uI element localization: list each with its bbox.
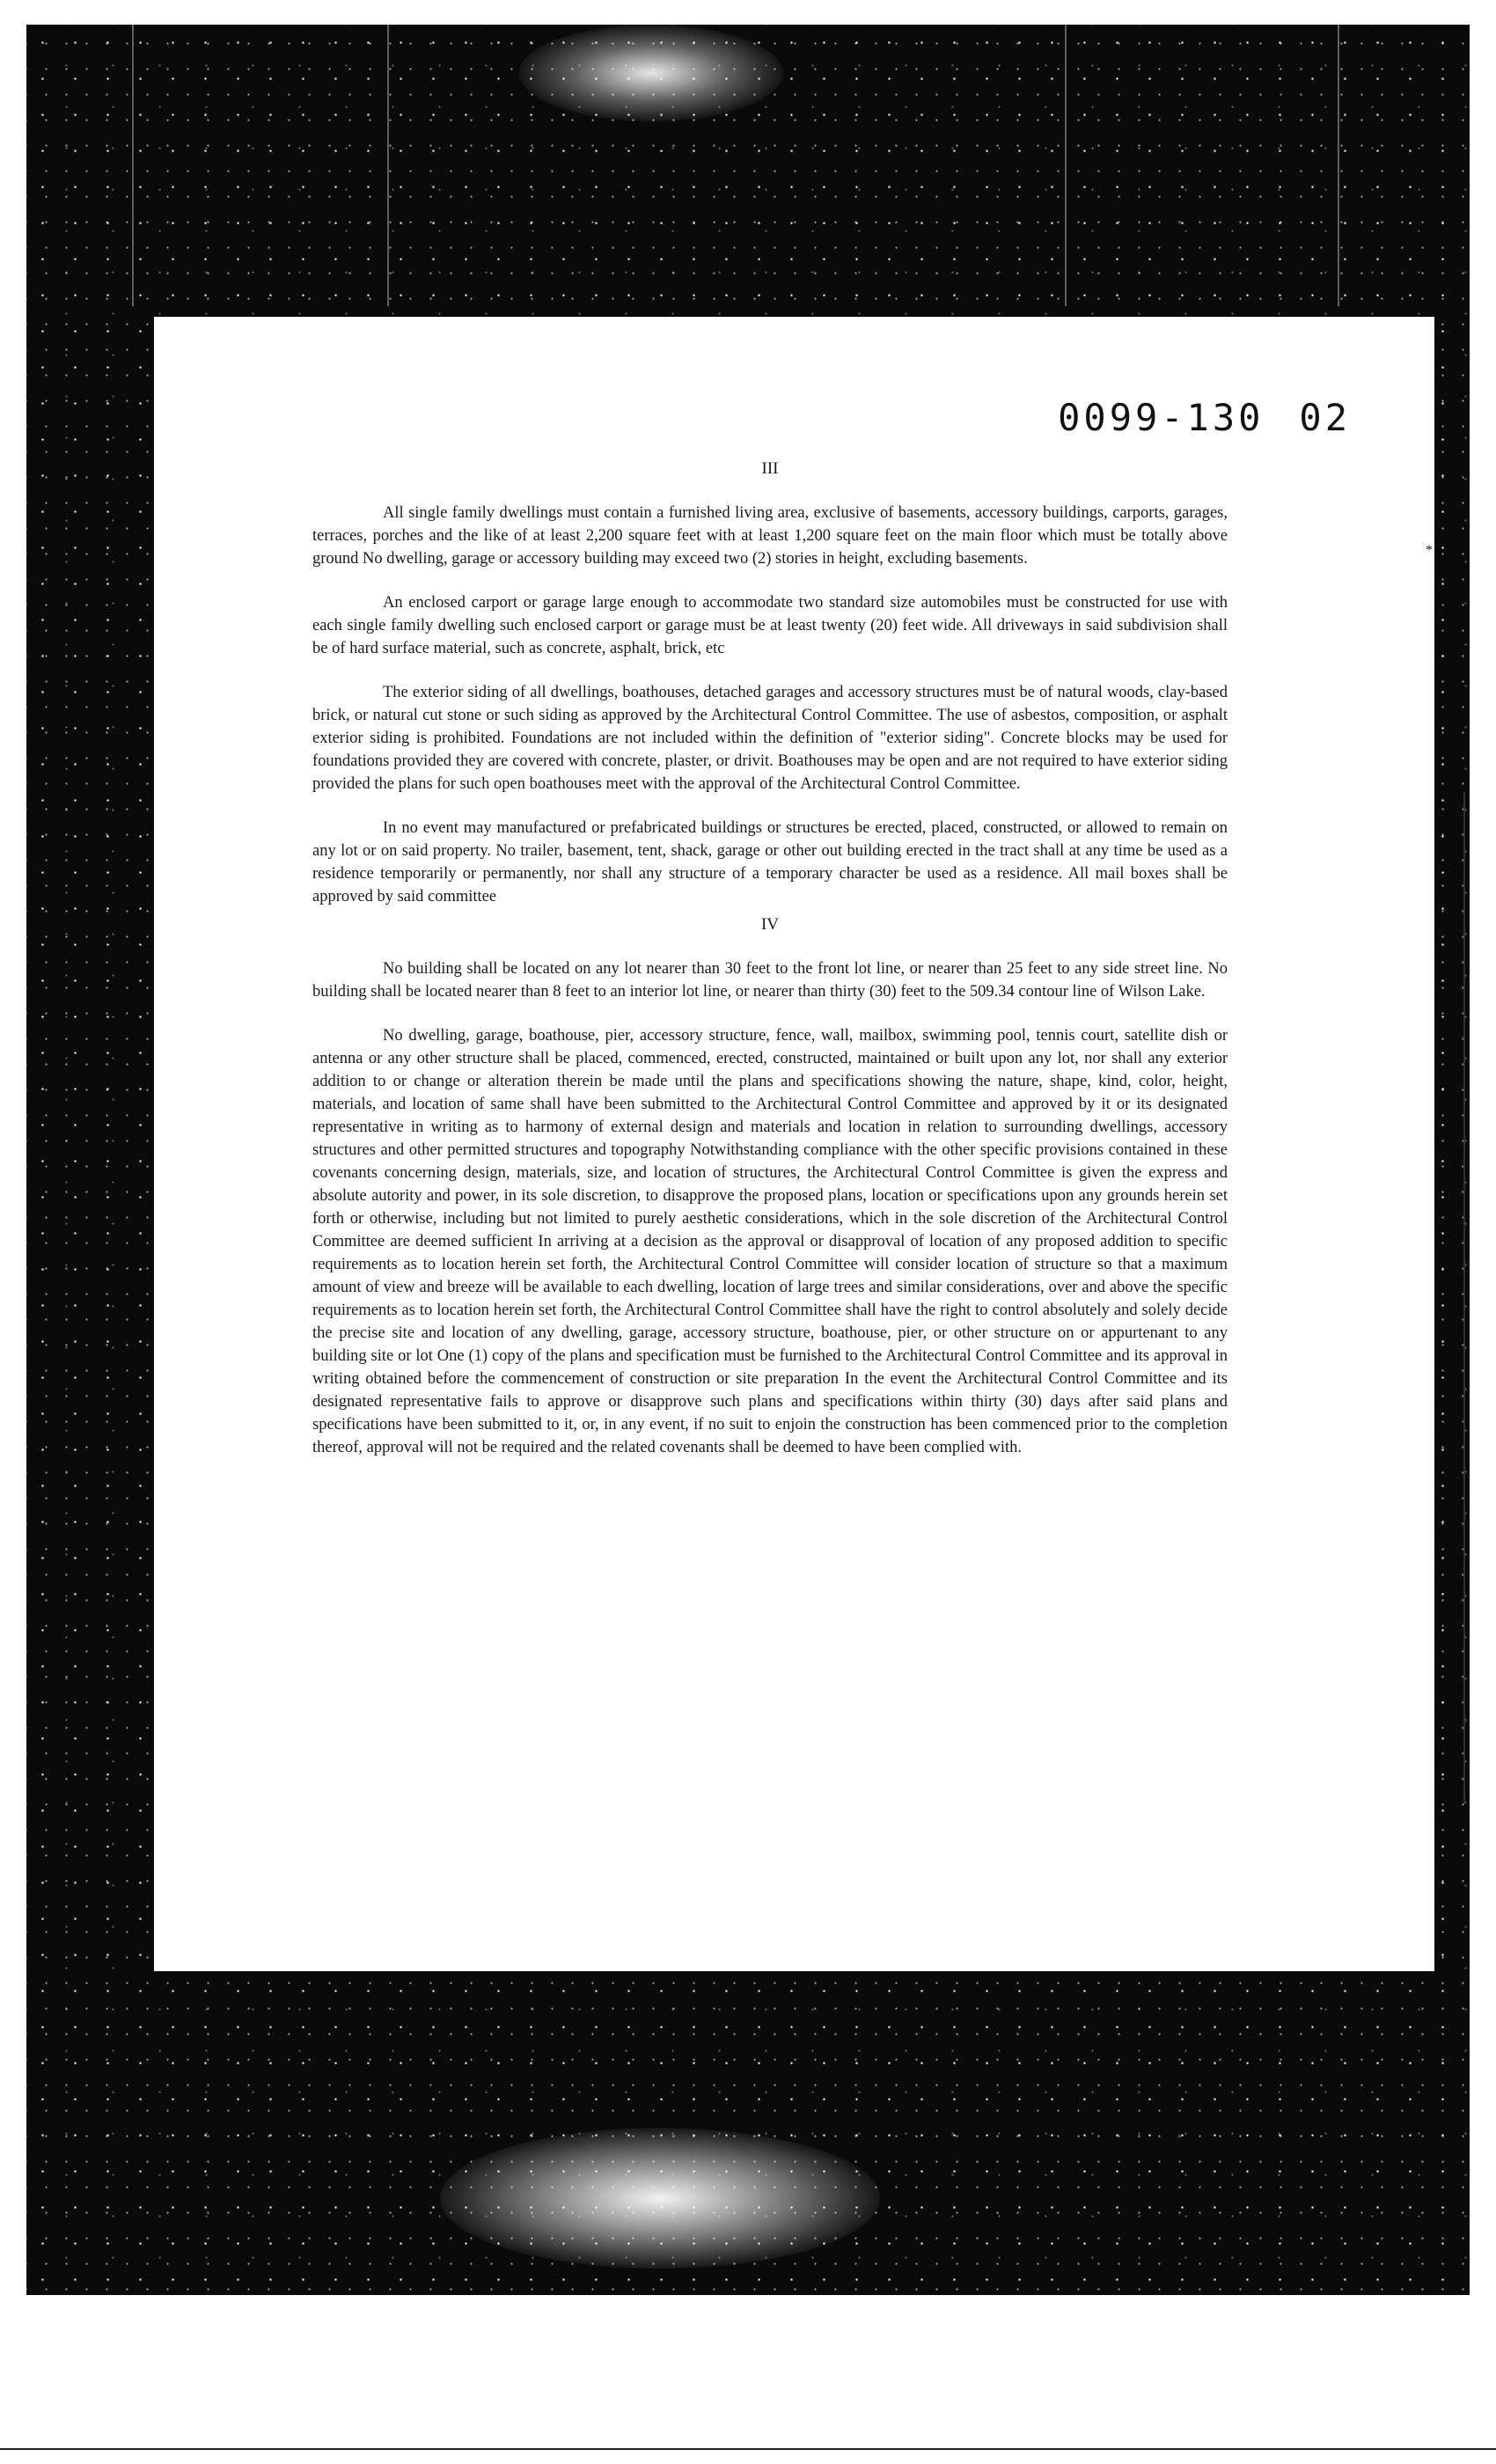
scanner-glow-top — [519, 25, 783, 121]
paragraph: All single family dwellings must contain a furnished living area, exclusive of basements, accessory buildings, carports, garages, terraces, porches and the like of at least 2,200 square feet with at least 1,200 square feet on the main floor which must be totally above ground No dwelling, garage or accessory building may exceed two (2) stories in height, excluding basements. — [312, 504, 1228, 568]
stamp-suffix: 02 — [1299, 396, 1351, 439]
document-body — [312, 458, 1228, 1480]
paragraph: No dwelling, garage, boathouse, pier, accessory structure, fence, wall, mailbox, swimming pool, tennis court, satellite dish or antenna or any other structure shall be placed, commenced, erected, constructed, maintained or built upon any lot, nor shall any exterior addition to or change or alteration therein be made until the plans and specifications showing the nature, shape, kind, color, height, materials, and location of same shall have been submitted to the Architectural Control Committee and approved by it or its designated representative in writing as to harmony of external design and materials and location in relation to surrounding dwellings, accessory structures and other permitted structures and topography Notwithstanding compliance with the other specific provisions contained in these covenants concerning design, materials, size, and location of structures, the Architectural Control Committee is given the express and absolute autority and power, in its sole discretion, to disapprove the proposed plans, location or specifications upon any grounds herein set forth or otherwise, including but not limited to purely aesthetic considerations, which in the sole discretion of the Architectural Control Committee are deemed sufficient In arriving at a decision as the approval or disapproval of location of any proposed addition to specific requirements as to location herein set forth, the Architectural Control Committee will consider location of structure so that a maximum amount of view and breeze will be available to each dwelling, location of large trees and similar considerations, over and above the specific requirements as to location herein set forth, the Architectural Control Committee shall have the right to control absolutely and solely decide the precise site and location of any dwelling, garage, accessory structure, boathouse, pier, or other structure on or appurtenant to any building site or lot One (1) copy of the plans and specification must be furnished to the Architectural Control Committee and its approval in writing obtained before the commencement of construction or site preparation In the event the Architectural Control Committee and its designated representative fails to approve or disapprove such plans and specifications within thirty (30) days after said plans and specifications have been submitted to it, or, in any event, if no suit to enjoin the construction has been commenced prior to the completion thereof, approval will not be required and the related covenants shall be deemed to have been complied with. — [312, 1027, 1228, 1456]
scan-streak — [1338, 25, 1339, 306]
margin-mark: * — [1426, 543, 1433, 558]
document-stamp — [1058, 396, 1351, 439]
paragraph: In no event may manufactured or prefabricated buildings or structures be erected, placed, constructed, or allowed to remain on any lot or on said property. No trailer, basement, tent, shack, garage or other out building erected in the tract shall at any time be used as a residence temporarily or permanently, nor shall any structure of a temporary character be used as a residence. All mail boxes shall be approved by said committee — [312, 819, 1228, 906]
paragraph: No building shall be located on any lot nearer than 30 feet to the front lot line, or nearer than 25 feet to any side street line. No building shall be located nearer than 8 feet to an interior lot line, or nearer than thirty (30) feet to the 509.34 contour line of Wilson Lake. — [312, 960, 1228, 1001]
paragraph: The exterior siding of all dwellings, boathouses, detached garages and accessory structures must be of natural woods, clay-based brick, or natural cut stone or such siding as approved by the Architectural Control Committee. The use of asbestos, composition, or asphalt exterior siding is prohibited. Foundations are not included within the definition of "exterior siding". Concrete blocks may be used for foundations provided they are covered with concrete, plaster, or drivit. Boathouses may be open and are not required to have exterior siding provided the plans for such open boathouses meet with the approval of the Architectural Control Committee. — [312, 684, 1228, 793]
section-heading: IV — [760, 915, 780, 934]
document-page — [154, 317, 1434, 1971]
paragraph: An enclosed carport or garage large enough to accommodate two standard size automobiles must be constructed for use with each single family dwelling such enclosed carport or garage must be at least twenty (20) feet wide. All driveways in said subdivision shall be of hard surface material, such as concrete, asphalt, brick, etc — [312, 594, 1228, 657]
scan-streak — [387, 25, 389, 306]
section-heading: III — [761, 459, 779, 478]
scan-streak — [1065, 25, 1067, 306]
scan-streak — [132, 25, 134, 306]
stamp-number: 0099-130 — [1058, 396, 1265, 439]
scanner-glow-bottom — [440, 2128, 880, 2269]
footer-rule — [0, 2448, 1496, 2450]
scan-edge-line — [1463, 792, 1465, 1804]
